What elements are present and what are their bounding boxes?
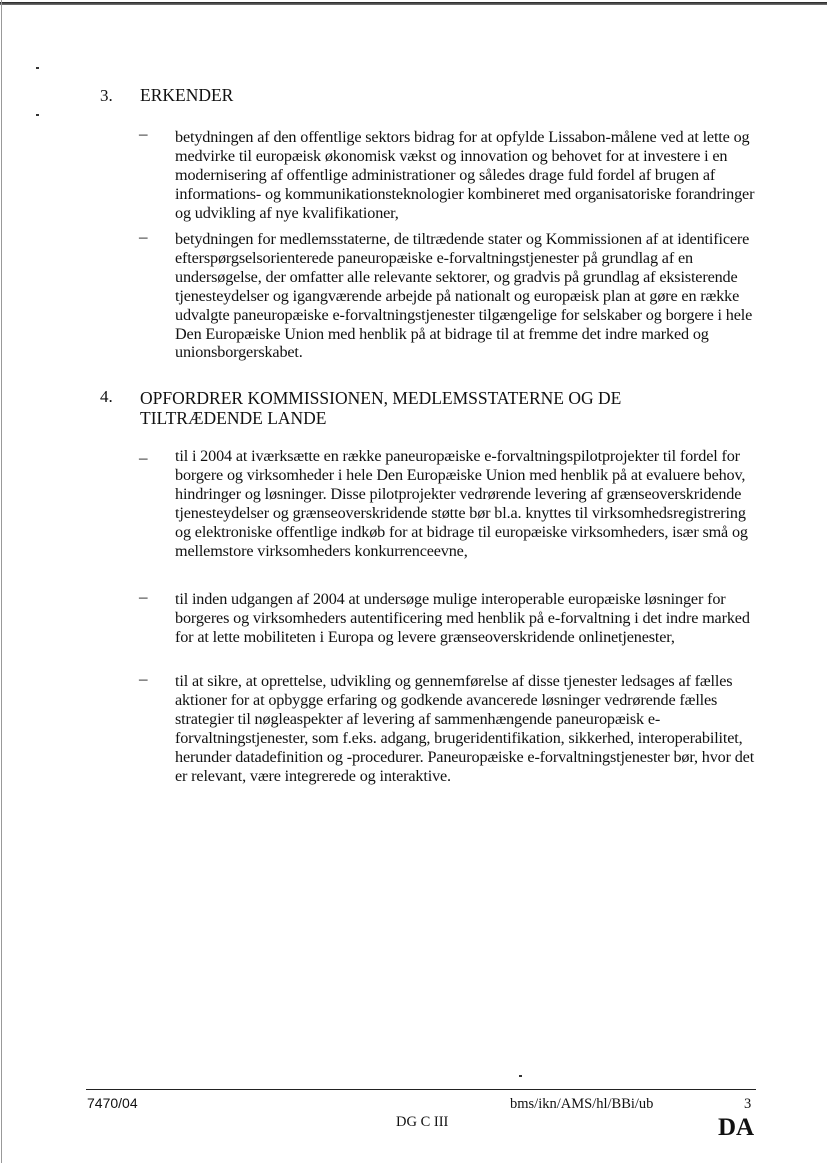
bullet-dash: – bbox=[139, 587, 148, 606]
list-item-text: betydningen for medlemsstaterne, de tiltrædende stater og Kommissionen af at identificere efterspørgselsorienterede paneuropæiske e-forvaltningstjenester på grundlag af en undersøgelse, der omfatter alle relevante sektorer, og gradvis på grundlag af eksisterende tjenesteydelser og igangværende arbejde på nationalt og europæisk plan at gøre en række udvalgte paneuropæiske e-forvaltningstjenester tilgængelige for selskaber og borgere i hele Den Europæiske Union med henblik på at bidrage til at fremme det indre marked og unionsborgerskabet. bbox=[175, 230, 753, 362]
scan-speck bbox=[519, 1075, 522, 1077]
list-item-text: til i 2004 at iværksætte en række paneuropæiske e-forvaltningspilotprojekter til fordel for borgere og virksomheder i hele Den Europæiske Union med henblik på at evaluere behov, hindringer og løsninger. Disse pilotprojekter vedrørende levering af grænseoverskridende tjenesteydelser og grænseoverskridende støtte bør bl.a. knyttes til virksomhedsregistrering og elektroniske offentlige indkøb for at bidrage til europæiske virksomheders, især små og mellemstore virksomheders konkurrenceevne, bbox=[175, 447, 748, 560]
list-item-text: betydningen af den offentlige sektors bidrag for at opfylde Lissabon-målene ved at lette og medvirke til europæisk økonomisk vækst og innovation og behovet for at investere i en modernisering af offentlige administrationer og således drage fuld fordel af brugen af informations- og kommunikationsteknologier kombineret med organisatoriske forandringer og udvikling af nye kvalifikationer, bbox=[175, 128, 755, 222]
section-heading: ERKENDER bbox=[140, 85, 234, 105]
page-number: 3 bbox=[744, 1096, 752, 1112]
scan-speck bbox=[36, 114, 39, 116]
scan-top-border bbox=[0, 2, 827, 5]
bullet-dash: – bbox=[139, 227, 148, 246]
list-item-text: til inden udgangen af 2004 at undersøge mulige interoperable europæiske løsninger for borgeres og virksomheders autentificering med henblik på e-forvaltning i det indre marked for at lette mobiliteten i Europa og levere grænseoverskridende onlinetjenester, bbox=[175, 590, 750, 646]
scan-left-edge bbox=[1, 0, 2, 1163]
section-heading: OPFORDRER KOMMISSIONEN, MEDLEMSSTATERNE OG DE TILTRÆDENDE LANDE bbox=[140, 388, 622, 428]
reference-code: bms/ikn/AMS/hl/BBi/ub bbox=[510, 1096, 654, 1112]
section-number: 4. bbox=[100, 387, 113, 406]
scan-speck bbox=[36, 67, 39, 69]
bullet-dash: – bbox=[139, 669, 148, 688]
footer-rule bbox=[86, 1089, 756, 1090]
section-number: 3. bbox=[100, 86, 113, 105]
bullet-dash: – bbox=[139, 124, 148, 143]
bullet-dash: – bbox=[139, 448, 148, 467]
language-code: DA bbox=[718, 1114, 755, 1141]
list-item-text: til at sikre, at oprettelse, udvikling og gennemførelse af disse tjenester ledsages af fælles aktioner for at opbygge erfaring og godkende avancerede løsninger vedrørende fælles strategier til nøgleaspekter af levering af sammenhængende paneuropæisk e-forvaltningstjenester, som f.eks. adgang, brugeridentifikation, sikkerhed, interoperabilitet, herunder datadefinition og -procedurer. Paneuropæiske e-forvaltningstjenester bør, hvor det er relevant, være integrerede og interaktive. bbox=[175, 672, 755, 785]
directorate-code: DG C III bbox=[396, 1114, 449, 1130]
document-number: 7470/04 bbox=[87, 1095, 138, 1111]
